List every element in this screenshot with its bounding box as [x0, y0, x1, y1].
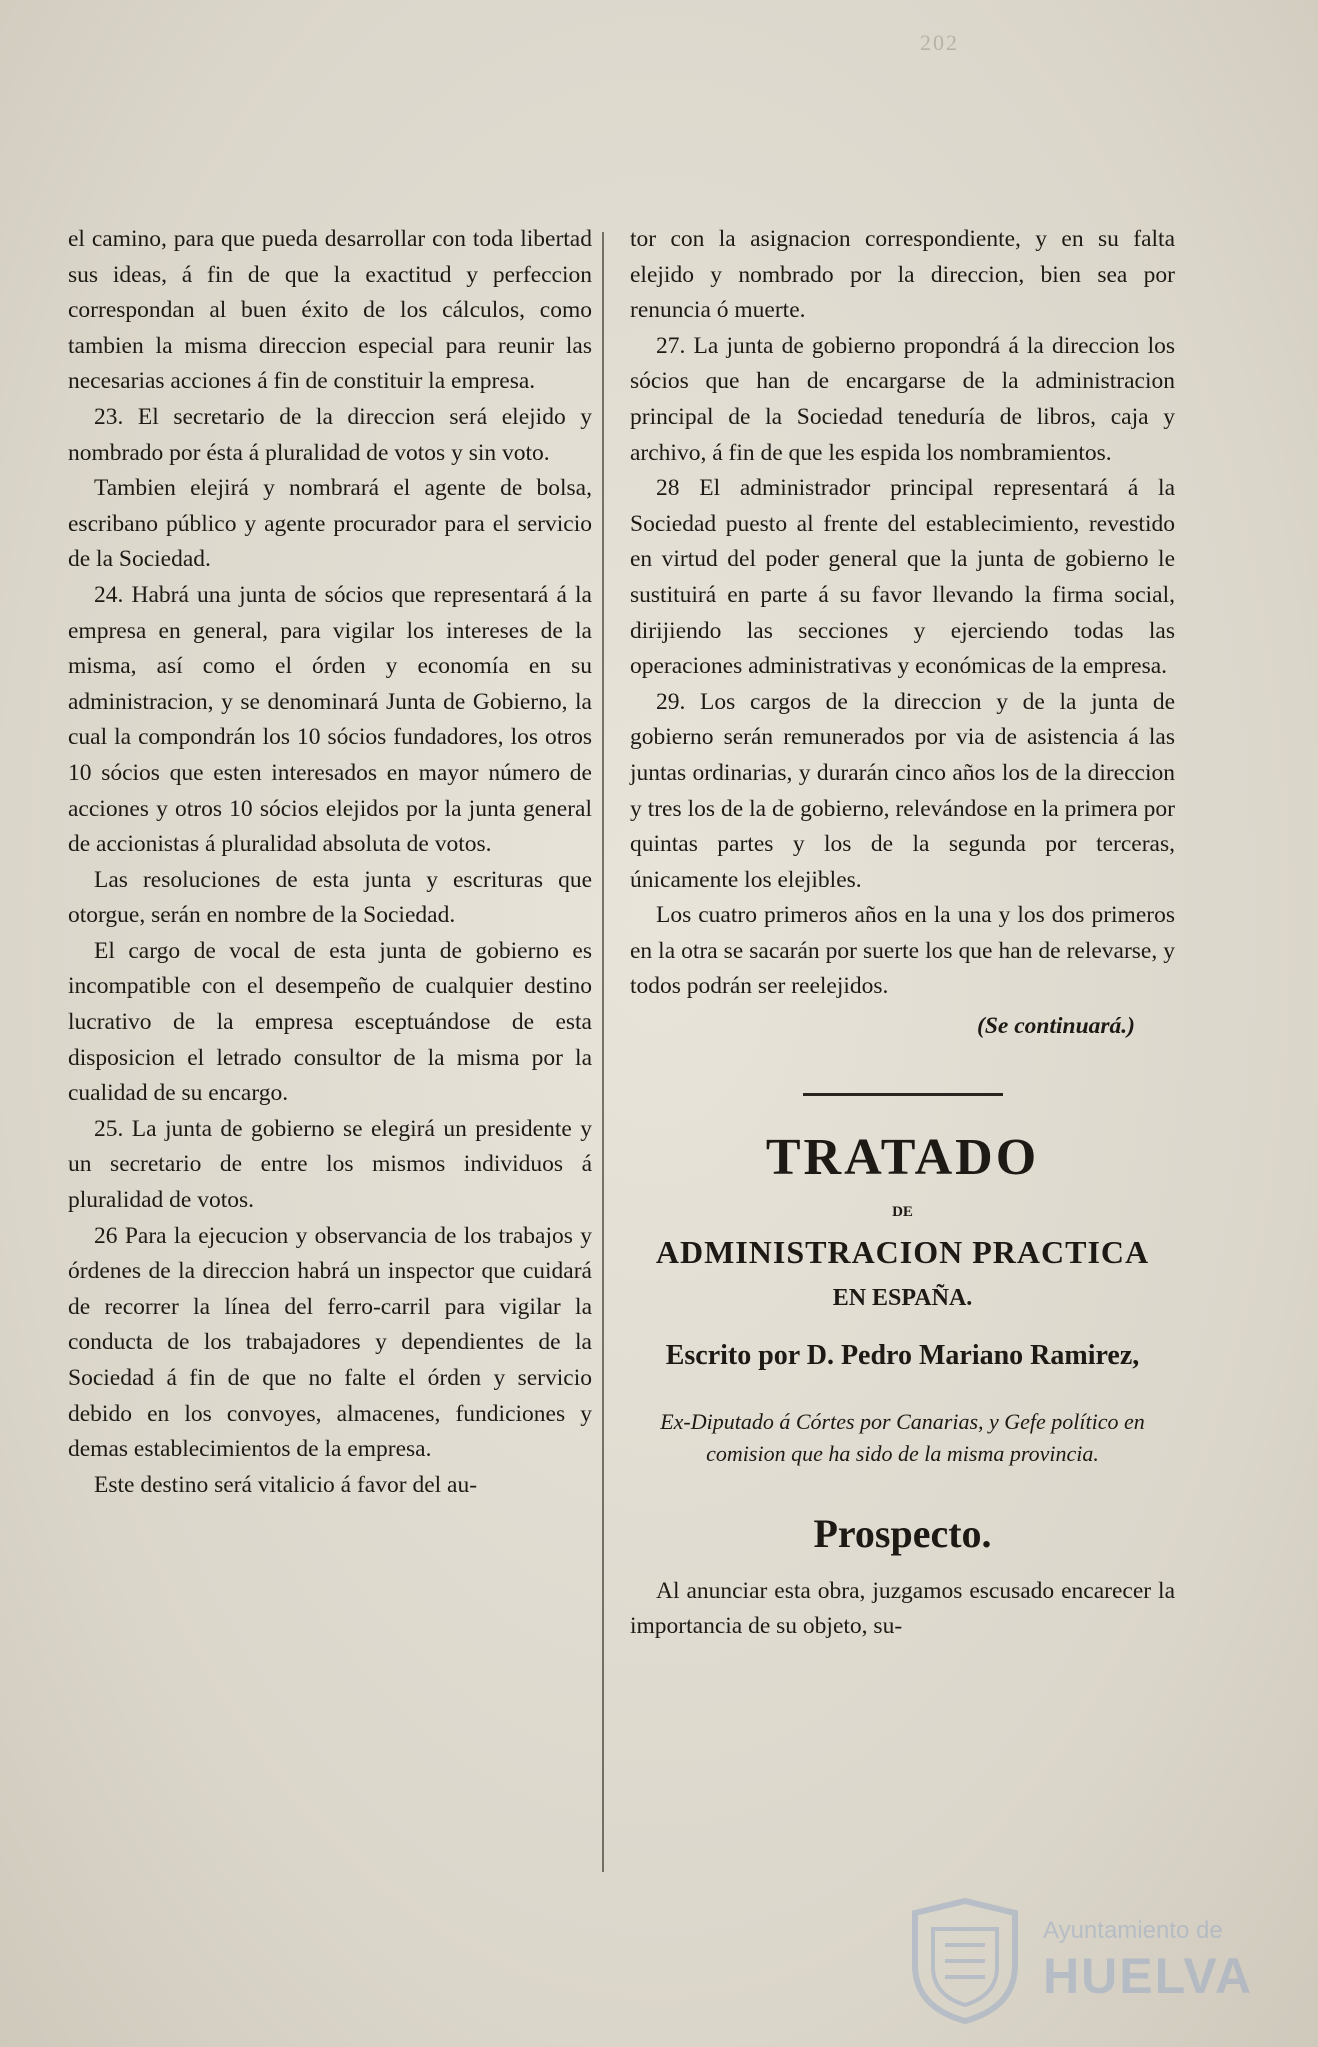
column-divider: [602, 232, 604, 1872]
watermark: [905, 1895, 1275, 2025]
prospecto-paragraph: Al anunciar esta obra, juzgamos escusado encarecer la importancia de su objeto, su-: [630, 1577, 1175, 1640]
paragraph: Este destino será vitalicio á favor del au-: [94, 1471, 478, 1498]
treatise-subtitle: ADMINISTRACION PRACTICA: [655, 1233, 1150, 1270]
treatise-title: TRATADO: [765, 1128, 1040, 1186]
watermark-line-1: Ayuntamiento de: [1043, 1917, 1223, 1944]
shield-icon: [905, 1895, 1025, 2025]
paragraph: Tambien elejirá y nombrará el agente de bolsa, escribano público y agente procurador para el servicio de la Sociedad.: [68, 475, 592, 573]
paragraph: El cargo de vocal de esta junta de gobierno es incompatible con el desempeño de cualquier destino lucrativo de la empresa esceptuándose de esta disposicion el letrado consultor de la misma por la cualidad de su encargo.: [68, 937, 592, 1107]
paragraph-art-25: 25. La junta de gobierno se elegirá un presidente y un secretario de entre los mismos individuos á pluralidad de votos.: [68, 1115, 592, 1214]
paragraph: tor con la asignacion correspondiente, y en su falta elejido y nombrado por la direccion, bien sea por renuncia ó muerte.: [630, 226, 1175, 324]
left-column: [68, 222, 592, 1503]
treatise-author-note: Ex-Diputado á Córtes por Canarias, y Gefe político en comision que ha sido de la misma provincia.: [660, 1408, 1145, 1466]
paragraph-art-26: 26 Para la ejecucion y observancia de los trabajos y órdenes de la direccion habrá un inspector que cuidará de recorrer la línea del ferro-carril para vigilar la conducta de los trabajadores y dependientes de la Sociedad á fin de que no falte el órden y servicio debido en los convoyes, almacenes, fundiciones y demas establecimientos de la empresa.: [68, 1222, 592, 1463]
paragraph: el camino, para que pueda desarrollar con toda libertad sus ideas, á fin de que la exactitud y perfeccion correspondan al buen éxito de los cálculos, como tambien la misma direccion especial para reunir las necesarias acciones á fin de constituir la empresa.: [68, 226, 592, 395]
watermark-line-2: HUELVA: [1043, 1948, 1254, 2004]
paragraph: Las resoluciones de esta junta y escrituras que otorgue, serán en nombre de la Sociedad.: [68, 866, 592, 929]
paragraph-art-27: 27. La junta de gobierno propondrá á la direccion los sócios que han de encargarse de la administracion principal de la Sociedad teneduría de libros, caja y archivo, á fin de que les espida los nombramientos.: [630, 332, 1175, 466]
paragraph-art-24: 24. Habrá una junta de sócios que representará á la empresa en general, para vigilar los intereses de la misma, así como el órden y economía en su administracion, y se denominará Junta de Gobierno, la cual la compondrán los 10 sócios fundadores, los otros 10 sócios que esten interesados en mayor número de acciones y otros 10 sócios elejidos por la junta general de accionistas á pluralidad absoluta de votos.: [68, 581, 592, 858]
paragraph-art-23: 23. El secretario de la direccion será elejido y nombrado por ésta á pluralidad de votos y sin voto.: [68, 403, 592, 466]
page-number: 202: [920, 30, 959, 55]
right-column: [630, 222, 1175, 1645]
paragraph: Los cuatro primeros años en la una y los dos primeros en la otra se sacarán por suerte los que han de relevarse, y todos podrán ser reelejidos.: [630, 902, 1175, 1000]
prospecto-heading: Prospecto.: [813, 1510, 992, 1556]
paragraph-art-29: 29. Los cargos de la direccion y de la junta de gobierno serán remunerados por via de asistencia á las juntas ordinarias, y durarán cinco años los de la direccion y tres los de la de gobierno, relevándose en la primera por quintas partes y los de la segunda por terceras, únicamente los elejibles.: [630, 688, 1175, 893]
treatise-de: DE: [892, 1203, 913, 1220]
treatise-author: Escrito por D. Pedro Mariano Ramirez,: [665, 1339, 1140, 1371]
treatise-country: EN ESPAÑA.: [832, 1284, 973, 1311]
section-rule: [803, 1093, 1003, 1096]
continuation-note: (Se continuará.): [977, 1013, 1135, 1040]
paragraph-art-28: 28 El administrador principal representará á la Sociedad puesto al frente del establecimiento, revestido en virtud del poder general que la junta de gobierno le sustituirá en parte á su favor llevando la firma social, dirijiendo las secciones y ejerciendo todas las operaciones administrativas y económicas de la empresa.: [630, 475, 1175, 680]
